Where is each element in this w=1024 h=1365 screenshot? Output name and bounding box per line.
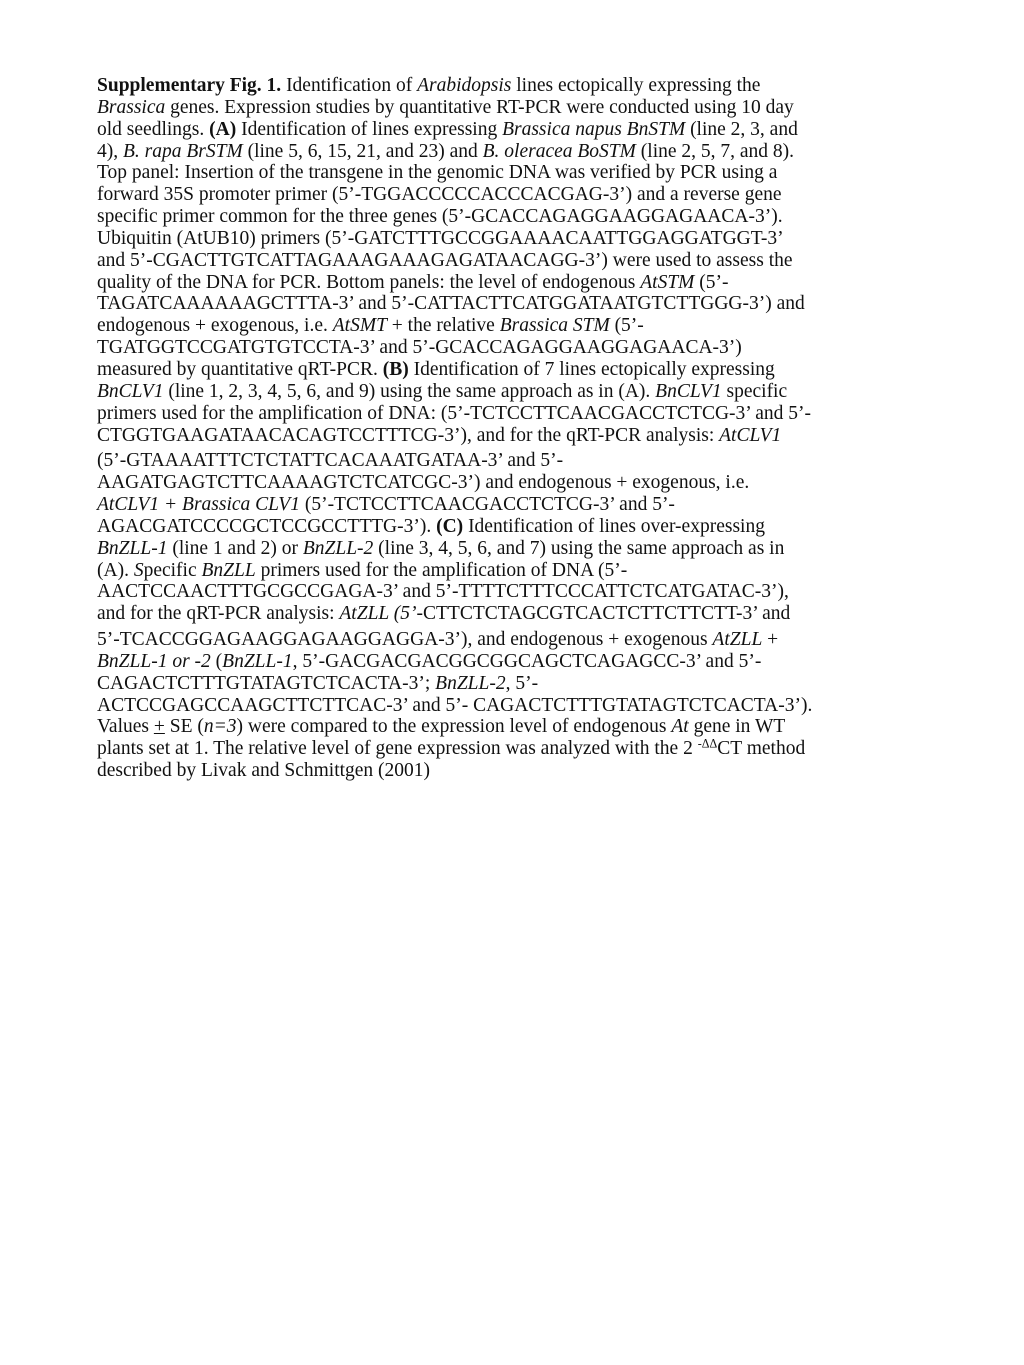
caption-text: CT method [717, 738, 806, 760]
caption-text: BnCLV1 [97, 380, 164, 402]
caption-text: (line 5, 6, 15, 21, and 23) and [242, 140, 483, 162]
caption-text: Top panel: Insertion of the transgene in the genomic DNA was verified by PCR using a [97, 162, 778, 184]
caption-text: pecific [143, 559, 202, 581]
caption-text: specific primer common for the three genes (5’-GCACCAGAGGAAGGAGAACA-3’). [97, 206, 783, 228]
caption-text: (A) [209, 118, 237, 140]
caption-text: Identification of [281, 75, 418, 96]
caption-line [97, 494, 947, 516]
caption-text: (5’-GTAAAATTTCTCTATTCACAAATGATAA-3’ and 5’- [97, 450, 564, 472]
caption-text: BnZLL-1 or -2 [97, 650, 211, 672]
caption-line [97, 738, 947, 760]
caption-text: ( [210, 650, 223, 672]
caption-text: plants set at 1. The relative level of gene expression was analyzed with the 2 [97, 738, 698, 760]
caption-text: AtSMT [332, 315, 387, 337]
caption-line [97, 450, 947, 472]
caption-line [97, 184, 947, 206]
caption-text: and 5’-CGACTTGTCATTAGAAAGAAAGAGATAACAGG-3’) were used to assess the [97, 249, 793, 271]
caption-text: AtCLV1 + Brassica CLV1 [97, 494, 300, 516]
caption-text: Brassica STM [499, 315, 610, 337]
caption-text: , 5’- [505, 672, 539, 694]
caption-text: AGACGATCCCCGCTCCGCCTTTG-3’). [97, 515, 437, 537]
caption-text: described by Livak and Schmittgen (2001) [97, 760, 431, 782]
caption-text: (5’-TCTCCTTCAACGACCTCTCG-3’ and 5’- [299, 494, 675, 516]
figure-caption [97, 75, 947, 782]
caption-text: CAGACTCTTTGTATAGTCTCACTA-3’; [97, 672, 436, 694]
caption-line [97, 629, 947, 651]
caption-line [97, 651, 947, 673]
caption-text: (line 3, 4, 5, 6, and 7) using the same approach as in [373, 537, 785, 559]
caption-text: lines ectopically expressing the [511, 75, 761, 96]
caption-text: At [671, 716, 689, 738]
caption-text: TAGATCAAAAAAGCTTTA-3’ and 5’-CATTACTTCATGGATAATGTCTTGGG-3’) and [97, 293, 805, 315]
caption-line [97, 337, 947, 359]
caption-text: Brassica [97, 96, 166, 118]
caption-line [97, 141, 947, 163]
caption-text: AACTCCAACTTTGCGCCGAGA-3’ and 5’-TTTTCTTTCCCATTCTCATGATAC-3’), [97, 581, 789, 603]
caption-text: n=3 [203, 716, 237, 738]
caption-text: (line 2, 3, and [685, 118, 798, 140]
caption-line [97, 425, 947, 447]
caption-text: Ubiquitin (AtUB10) primers (5’-GATCTTTGCCGGAAAACAATTGGAGGATGGT-3’ [97, 227, 784, 249]
caption-line [97, 560, 947, 582]
caption-text: and for the qRT-PCR analysis: [97, 603, 340, 625]
caption-text: BnZLL-2 [435, 672, 506, 694]
caption-text: ) were compared to the expression level of endogenous [236, 716, 672, 738]
caption-text: BnZLL-1 [97, 537, 168, 559]
caption-text: BnZLL [201, 559, 256, 581]
caption-text: Identification of 7 lines ectopically expressing [408, 358, 775, 380]
caption-line [97, 581, 947, 603]
caption-text: primers used for the amplification of DNA: (5’-TCTCCTTCAACGACCTCTCG-3’ and 5’- [97, 402, 811, 424]
caption-text: Values [97, 716, 154, 738]
caption-text: forward 35S promoter primer (5’-TGGACCCCCACCCACGAG-3’) and a reverse gene [97, 184, 782, 206]
caption-text: S [133, 559, 144, 581]
caption-text: + [762, 629, 779, 651]
caption-text: primers used for the amplification of DNA (5’- [255, 559, 628, 581]
caption-text: Identification of lines over-expressing [463, 515, 765, 537]
caption-text: (5’- [609, 315, 644, 337]
caption-line [97, 162, 947, 184]
caption-text: (C) [436, 515, 464, 537]
caption-line [97, 250, 947, 272]
caption-line [97, 403, 947, 425]
caption-text: AtCLV1 [719, 424, 782, 446]
caption-text: gene in WT [688, 716, 786, 738]
caption-line [97, 760, 947, 782]
caption-text: AtZLL [712, 629, 763, 651]
caption-text: SE ( [164, 716, 204, 738]
caption-line [97, 695, 947, 717]
caption-text: Identification of lines expressing [236, 118, 503, 140]
caption-text: BnZLL-2 [302, 537, 374, 559]
caption-line [97, 206, 947, 228]
caption-line [97, 538, 947, 560]
caption-line [97, 381, 947, 403]
caption-line [97, 272, 947, 294]
caption-text: AtSTM [640, 271, 695, 293]
caption-text: Brassica napus BnSTM [502, 118, 686, 140]
caption-line [97, 228, 947, 250]
caption-text: , 5’-GACGACGACGGCGGCAGCTCAGAGCC-3’ and 5’- [292, 650, 762, 672]
caption-text: BnCLV1 [655, 380, 722, 402]
caption-line [97, 716, 947, 738]
caption-text: old seedlings. [97, 118, 210, 140]
caption-line [97, 516, 947, 538]
caption-text: 5’-TCACCGGAGAAGGAGAAGGAGGA-3’), and endogenous + exogenous [97, 629, 713, 651]
caption-line [97, 75, 947, 97]
caption-text: BnZLL-1 [222, 650, 293, 672]
caption-line [97, 119, 947, 141]
caption-text: (line 2, 5, 7, and 8). [635, 140, 795, 162]
caption-line [97, 673, 947, 695]
caption-text: (A). [97, 559, 134, 581]
caption-text: CTGGTGAAGATAACACAGTCCTTTCG-3’), and for the qRT-PCR analysis: [97, 424, 720, 446]
caption-text: quality of the DNA for PCR. Bottom panels: the level of endogenous [97, 271, 641, 293]
caption-text: AtZLL (5’- [339, 603, 424, 625]
caption-text: Arabidopsis [417, 75, 512, 96]
caption-text: + the relative [386, 315, 500, 337]
caption-text: endogenous + exogenous, i.e. [97, 315, 333, 337]
caption-text: (line 1 and 2) or [167, 537, 303, 559]
caption-text: B. oleracea BoSTM [482, 140, 636, 162]
caption-line [97, 472, 947, 494]
caption-line [97, 315, 947, 337]
caption-text: measured by quantitative qRT-PCR. [97, 358, 383, 380]
caption-text: B. rapa BrSTM [123, 140, 243, 162]
caption-text: genes. Expression studies by quantitative RT-PCR were conducted using 10 day [165, 96, 794, 118]
caption-text: TGATGGTCCGATGTGTCCTA-3’ and 5’-GCACCAGAGGAAGGAGAACA-3’) [97, 337, 742, 359]
caption-line [97, 97, 947, 119]
caption-text: ACTCCGAGCCAAGCTTCTTCAC-3’ and 5’- CAGACTCTTTGTATAGTCTCACTA-3’). [97, 694, 813, 716]
caption-text: AAGATGAGTCTTCAAAAGTCTCATCGC-3’) and endogenous + exogenous, i.e. [97, 472, 750, 494]
caption-text: CTTCTCTAGCGTCACTCTTCTTCTT-3’ and [423, 603, 791, 625]
caption-text: (5’- [694, 271, 729, 293]
caption-text: Supplementary Fig. 1. [97, 75, 282, 96]
caption-text: specific [721, 380, 788, 402]
caption-text: -ΔΔ [697, 736, 718, 751]
caption-line [97, 603, 947, 625]
caption-text: 4), [97, 140, 123, 162]
caption-text: (line 1, 2, 3, 4, 5, 6, and 9) using the same approach as in (A). [163, 380, 656, 402]
caption-text: + [153, 716, 165, 738]
caption-text: (B) [382, 358, 409, 380]
caption-line [97, 293, 947, 315]
caption-line [97, 359, 947, 381]
